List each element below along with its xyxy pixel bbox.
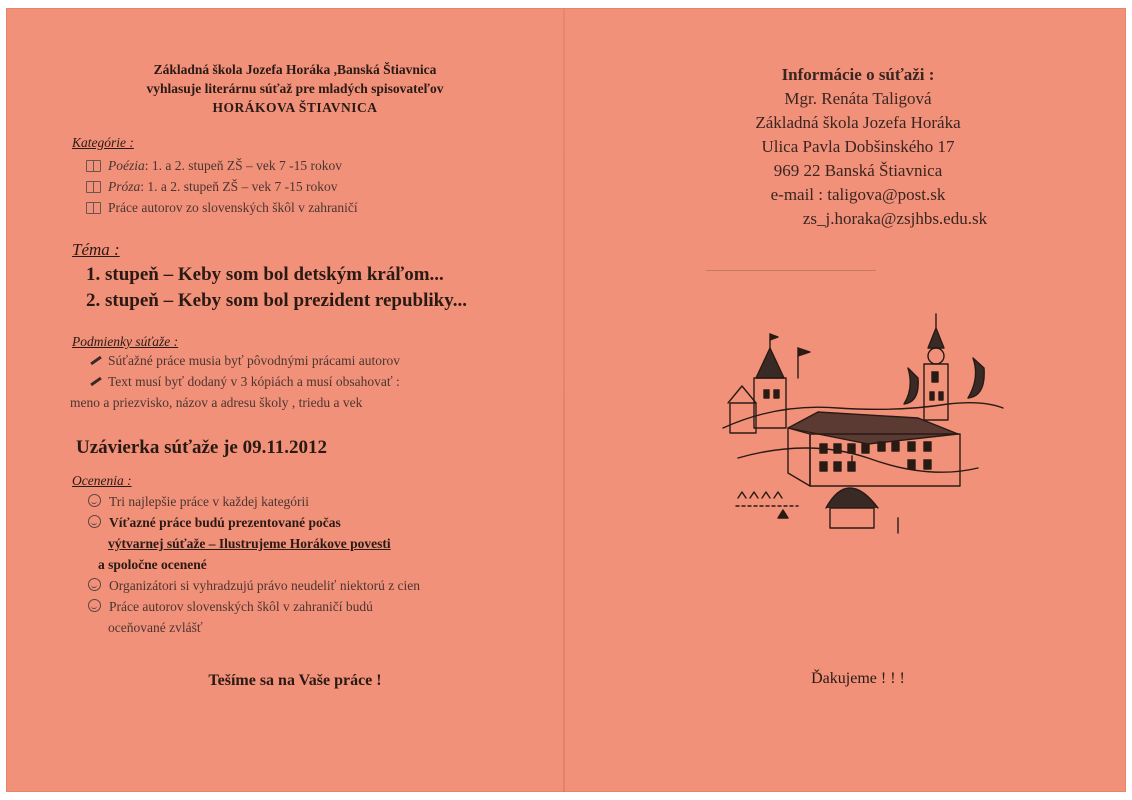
award-text-continued: a spoločne ocenené (98, 557, 207, 572)
category-name: Poézia (108, 158, 145, 173)
contact-line: Mgr. Renáta Taligová (784, 89, 932, 108)
theme-section (60, 240, 530, 314)
award-text: Tri najlepšie práce v každej kategórii (109, 494, 310, 509)
theme-item: 1. stupeň – Keby som bol detským kráľom... (86, 264, 444, 285)
award-text: Víťazné práce budú prezentované počas (109, 515, 341, 530)
awards-section (60, 473, 530, 638)
condition-text: Súťažné práce musia byť pôvodnými prácami autorov (108, 353, 400, 368)
email-line-2: zs_j.horaka@zsjhbs.edu.sk (802, 209, 988, 228)
conditions-list (70, 350, 530, 413)
category-item (86, 176, 530, 197)
divider (706, 270, 876, 271)
info-title: Informácie o súťaži : (781, 65, 935, 84)
award-event-name: výtvarnej súťaže – Ilustrujeme Horákove povesti (108, 536, 391, 551)
leaflet-sheet (6, 8, 1126, 792)
page-fold (563, 8, 565, 792)
category-item (86, 197, 530, 218)
contest-header (60, 60, 530, 117)
left-panel (60, 8, 530, 792)
condition-text: Text musí byť dodaný v 3 kópiách a musí obsahovať : (108, 374, 400, 389)
category-item (86, 155, 530, 176)
condition-item (78, 350, 530, 371)
contest-name: HORÁKOVA ŠTIAVNICA (212, 100, 378, 115)
book-icon (86, 160, 101, 172)
header-line-1: Základná škola Jozefa Horáka ,Banská Štiavnica (153, 62, 437, 77)
contact-info (618, 63, 1098, 231)
category-detail: : 1. a 2. stupeň ZŠ – vek 7 -15 rokov (140, 179, 338, 194)
contact-line: Základná škola Jozefa Horáka (755, 113, 961, 132)
conditions-title: Podmienky súťaže : (72, 334, 179, 349)
category-detail: : 1. a 2. stupeň ZŠ – vek 7 -15 rokov (144, 158, 342, 173)
conditions-section (60, 334, 530, 413)
right-panel (618, 8, 1098, 792)
book-icon (86, 181, 101, 193)
award-item (88, 575, 530, 596)
category-name: Próza (108, 179, 141, 194)
closing-text: Tešíme sa na Vaše práce ! (208, 672, 382, 689)
condition-continuation: meno a priezvisko, názov a adresu školy , triedu a vek (70, 395, 363, 410)
smiley-icon (88, 578, 101, 591)
categories-title: Kategórie : (72, 135, 134, 150)
pen-icon (90, 356, 102, 365)
contact-line: Ulica Pavla Dobšinského 17 (761, 137, 955, 156)
thanks-text: Ďakujeme ! ! ! (811, 670, 905, 687)
header-line-2: vyhlasuje literárnu súťaž pre mladých spisovateľov (146, 81, 444, 96)
theme-item: 2. stupeň – Keby som bol prezident republiky... (86, 290, 467, 311)
pen-icon (90, 377, 102, 386)
book-icon (86, 202, 101, 214)
award-text: Práce autorov slovenských škôl v zahraničí budú (109, 599, 373, 614)
award-item (88, 596, 530, 617)
category-detail: Práce autorov zo slovenských škôl v zahraničí (108, 200, 358, 215)
theme-title: Téma : (72, 240, 120, 259)
town-sketch-illustration (718, 308, 1008, 548)
award-item (88, 491, 530, 512)
smiley-icon (88, 494, 101, 507)
email-line: e-mail : taligova@post.sk (770, 185, 946, 204)
categories-list (86, 155, 530, 218)
awards-list (88, 491, 530, 638)
award-item (88, 512, 530, 533)
smiley-icon (88, 599, 101, 612)
award-text: Organizátori si vyhradzujú právo neudeliť niektorú z cien (109, 578, 421, 593)
award-text-continued: oceňované zvlášť (108, 620, 203, 635)
theme-list (86, 262, 530, 314)
condition-item (78, 371, 530, 392)
categories-section (60, 135, 530, 218)
awards-title: Ocenenia : (72, 473, 132, 488)
contact-line: 969 22 Banská Štiavnica (773, 161, 943, 180)
smiley-icon (88, 515, 101, 528)
deadline: Uzávierka súťaže je 09.11.2012 (76, 437, 328, 458)
